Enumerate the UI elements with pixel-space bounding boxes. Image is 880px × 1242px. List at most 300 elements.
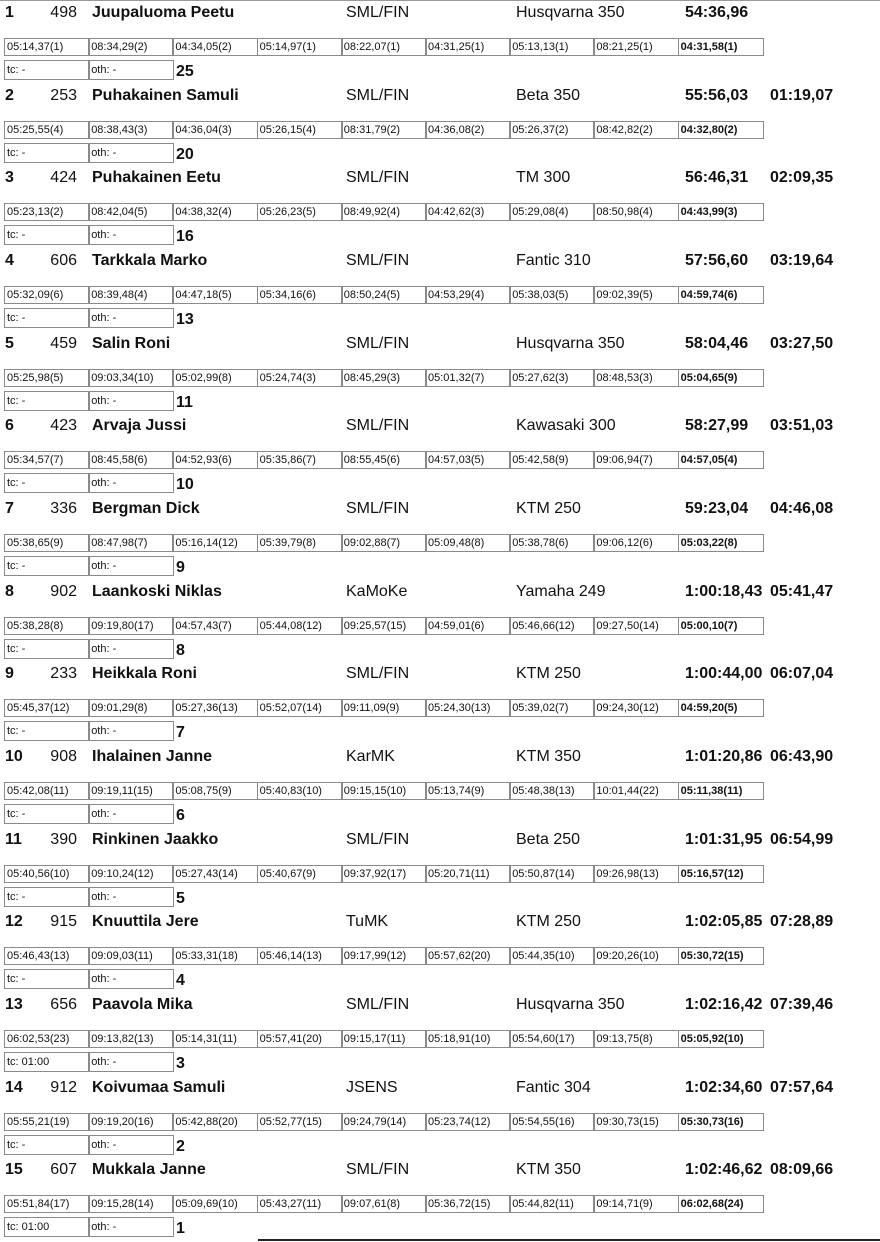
split-box: 05:42,58(9) xyxy=(509,451,595,469)
start-number: 498 xyxy=(50,4,77,21)
time-difference: 06:07,04 xyxy=(770,665,834,683)
split-box: 05:23,74(12) xyxy=(425,1113,511,1131)
other-penalty: oth: - xyxy=(88,887,174,907)
rider-name: Koivumaa Samuli xyxy=(92,1078,226,1096)
total-time: 1:02:34,60 xyxy=(685,1078,763,1096)
time-control-penalty: tc: - xyxy=(4,556,90,576)
club: SML/FIN xyxy=(346,995,410,1013)
split-box: 04:36,04(3) xyxy=(172,121,258,139)
points: 25 xyxy=(176,63,194,80)
best-split-box: 05:11,38(11) xyxy=(678,782,764,800)
best-split-box: 04:59,74(6) xyxy=(678,286,764,304)
rider-row xyxy=(0,165,880,248)
split-box: 05:39,02(7) xyxy=(509,699,595,717)
split-box: 05:45,37(12) xyxy=(4,699,90,717)
start-number: 424 xyxy=(50,169,77,187)
split-box: 08:45,58(6) xyxy=(88,451,174,469)
time-difference: 07:28,89 xyxy=(770,913,834,931)
split-box: 05:39,79(8) xyxy=(257,534,343,552)
position: 15 xyxy=(5,1161,23,1179)
best-split-box: 04:31,58(1) xyxy=(678,38,764,56)
rider-name: Heikkala Roni xyxy=(92,665,197,683)
other-penalty: oth: - xyxy=(88,556,174,576)
split-box: 05:54,55(16) xyxy=(509,1113,595,1131)
split-box: 05:27,62(3) xyxy=(509,369,595,387)
best-split-box: 05:00,10(7) xyxy=(678,617,764,635)
time-control-penalty: tc: 01:00 xyxy=(4,1052,90,1072)
time-difference: 06:43,90 xyxy=(770,747,834,765)
rider-row xyxy=(0,579,880,662)
split-box: 08:42,04(5) xyxy=(88,203,174,221)
split-box: 04:52,93(6) xyxy=(172,451,258,469)
position: 11 xyxy=(5,830,22,848)
club: SML/FIN xyxy=(346,1161,410,1179)
split-box: 05:23,13(2) xyxy=(4,203,90,221)
split-box: 05:34,57(7) xyxy=(4,451,90,469)
points: 3 xyxy=(176,1054,185,1072)
time-difference: 08:09,66 xyxy=(770,1161,834,1179)
split-box: 08:47,98(7) xyxy=(88,534,174,552)
start-number: 390 xyxy=(50,830,77,848)
rider-summary xyxy=(0,661,880,687)
position: 13 xyxy=(5,995,23,1013)
total-time: 58:04,46 xyxy=(685,334,749,352)
split-box: 04:47,18(5) xyxy=(172,286,258,304)
points: 13 xyxy=(176,310,194,328)
total-time: 58:27,99 xyxy=(685,417,749,435)
club: SML/FIN xyxy=(346,169,410,187)
other-penalty: oth: - xyxy=(88,969,174,989)
time-control-penalty: tc: - xyxy=(4,721,90,741)
split-box: 05:52,07(14) xyxy=(257,699,343,717)
split-box: 08:45,29(3) xyxy=(341,369,427,387)
motorcycle: KTM 250 xyxy=(516,913,581,931)
other-penalty: oth: - xyxy=(88,473,174,493)
split-box: 09:06,94(7) xyxy=(593,451,679,469)
other-penalty: oth: - xyxy=(88,804,174,824)
position: 14 xyxy=(5,1078,23,1096)
split-box: 05:25,98(5) xyxy=(4,369,90,387)
rider-summary xyxy=(0,165,880,191)
motorcycle: Beta 350 xyxy=(516,86,581,104)
motorcycle: TM 300 xyxy=(516,169,571,187)
split-box: 08:34,29(2) xyxy=(88,38,174,56)
rider-row xyxy=(0,413,880,496)
rider-name: Puhakainen Samuli xyxy=(92,86,239,104)
split-box: 05:42,08(11) xyxy=(4,782,90,800)
other-penalty: oth: - xyxy=(88,225,174,245)
points: 10 xyxy=(176,476,194,494)
time-difference: 07:57,64 xyxy=(770,1078,834,1096)
split-box: 05:26,37(2) xyxy=(509,121,595,139)
motorcycle: Husqvarna 350 xyxy=(516,334,625,352)
split-box: 04:38,32(4) xyxy=(172,203,258,221)
other-penalty: oth: - xyxy=(88,1135,174,1155)
split-box: 05:25,55(4) xyxy=(4,121,90,139)
club: JSENS xyxy=(346,1078,398,1096)
rider-row xyxy=(0,827,880,910)
split-box: 09:10,24(12) xyxy=(88,865,174,883)
other-penalty: oth: - xyxy=(88,143,174,163)
total-time: 1:02:46,62 xyxy=(685,1161,763,1179)
rider-row xyxy=(0,744,880,827)
split-box: 09:11,09(9) xyxy=(341,699,427,717)
split-box: 08:31,79(2) xyxy=(341,121,427,139)
split-box: 05:14,31(11) xyxy=(172,1030,258,1048)
split-box: 05:08,75(9) xyxy=(172,782,258,800)
split-box: 09:19,11(15) xyxy=(88,782,174,800)
position: 12 xyxy=(5,913,23,931)
points: 2 xyxy=(176,1137,185,1155)
split-box: 08:55,45(6) xyxy=(341,451,427,469)
time-control-penalty: tc: - xyxy=(4,391,90,411)
position: 9 xyxy=(5,665,14,683)
split-box: 09:19,20(16) xyxy=(88,1113,174,1131)
position: 8 xyxy=(5,582,14,600)
split-box: 09:13,82(13) xyxy=(88,1030,174,1048)
split-box: 09:37,92(17) xyxy=(341,865,427,883)
split-box: 05:35,86(7) xyxy=(257,451,343,469)
split-box: 08:50,24(5) xyxy=(341,286,427,304)
club: KaMoKe xyxy=(346,582,408,600)
motorcycle: Fantic 304 xyxy=(516,1078,591,1096)
club: SML/FIN xyxy=(346,86,410,104)
time-control-penalty: tc: - xyxy=(4,143,90,163)
points: 16 xyxy=(176,228,194,246)
total-time: 1:01:31,95 xyxy=(685,830,763,848)
time-difference: 01:19,07 xyxy=(770,86,834,104)
split-box: 09:03,34(10) xyxy=(88,369,174,387)
motorcycle: Fantic 310 xyxy=(516,251,591,269)
points: 8 xyxy=(176,641,185,659)
time-control-penalty: tc: - xyxy=(4,473,90,493)
split-box: 05:55,21(19) xyxy=(4,1113,90,1131)
rider-name: Bergman Dick xyxy=(92,499,200,517)
split-box: 08:48,53(3) xyxy=(593,369,679,387)
points: 7 xyxy=(176,724,185,742)
split-box: 08:49,92(4) xyxy=(341,203,427,221)
split-box: 05:42,88(20) xyxy=(172,1113,258,1131)
split-box: 05:24,30(13) xyxy=(425,699,511,717)
other-penalty: oth: - xyxy=(88,721,174,741)
rider-summary xyxy=(0,331,880,357)
other-penalty: oth: - xyxy=(88,308,174,328)
start-number: 902 xyxy=(50,582,77,600)
best-split-box: 05:30,72(15) xyxy=(678,947,764,965)
start-number: 607 xyxy=(50,1161,77,1179)
split-box: 04:53,29(4) xyxy=(425,286,511,304)
rider-summary xyxy=(0,496,880,522)
rider-row xyxy=(0,331,880,414)
split-box: 09:15,28(14) xyxy=(88,1195,174,1213)
start-number: 915 xyxy=(50,913,77,931)
split-box: 05:20,71(11) xyxy=(425,865,511,883)
split-box: 09:14,71(9) xyxy=(593,1195,679,1213)
rider-summary xyxy=(0,413,880,439)
best-split-box: 04:59,20(5) xyxy=(678,699,764,717)
split-box: 05:32,09(6) xyxy=(4,286,90,304)
time-control-penalty: tc: - xyxy=(4,308,90,328)
split-box: 09:24,30(12) xyxy=(593,699,679,717)
split-box: 05:18,91(10) xyxy=(425,1030,511,1048)
best-split-box: 04:32,80(2) xyxy=(678,121,764,139)
motorcycle: Kawasaki 300 xyxy=(516,417,616,435)
split-box: 05:48,38(13) xyxy=(509,782,595,800)
split-box: 05:57,62(20) xyxy=(425,947,511,965)
split-box: 05:26,15(4) xyxy=(257,121,343,139)
total-time: 1:00:18,43 xyxy=(685,582,763,600)
club: KarMK xyxy=(346,747,395,765)
split-box: 05:44,08(12) xyxy=(257,617,343,635)
rider-summary xyxy=(0,992,880,1018)
split-box: 05:01,32(7) xyxy=(425,369,511,387)
points: 9 xyxy=(176,558,185,576)
points: 20 xyxy=(176,145,194,163)
split-box: 09:25,57(15) xyxy=(341,617,427,635)
split-box: 05:33,31(18) xyxy=(172,947,258,965)
time-control-penalty: tc: 01:00 xyxy=(4,1217,90,1237)
rider-name: Tarkkala Marko xyxy=(92,251,208,269)
time-control-penalty: tc: - xyxy=(4,887,90,907)
motorcycle: Husqvarna 350 xyxy=(516,4,625,21)
split-box: 05:26,23(5) xyxy=(257,203,343,221)
start-number: 423 xyxy=(50,417,77,435)
total-time: 1:02:05,85 xyxy=(685,913,763,931)
time-difference: 03:19,64 xyxy=(770,251,834,269)
rider-row xyxy=(0,248,880,331)
split-box: 05:24,74(3) xyxy=(257,369,343,387)
rider-summary xyxy=(0,0,880,26)
club: SML/FIN xyxy=(346,4,410,21)
time-control-penalty: tc: - xyxy=(4,639,90,659)
total-time: 56:46,31 xyxy=(685,169,749,187)
club: SML/FIN xyxy=(346,830,410,848)
split-box: 05:40,67(9) xyxy=(257,865,343,883)
best-split-box: 04:57,05(4) xyxy=(678,451,764,469)
split-box: 05:40,83(10) xyxy=(257,782,343,800)
split-box: 05:13,13(1) xyxy=(509,38,595,56)
rider-name: Knuuttila Jere xyxy=(92,913,199,931)
start-number: 606 xyxy=(50,251,77,269)
rider-summary xyxy=(0,579,880,605)
time-difference: 04:46,08 xyxy=(770,499,834,517)
start-number: 656 xyxy=(50,995,77,1013)
start-number: 253 xyxy=(50,86,77,104)
club: SML/FIN xyxy=(346,499,410,517)
best-split-box: 05:16,57(12) xyxy=(678,865,764,883)
points: 6 xyxy=(176,806,185,824)
time-control-penalty: tc: - xyxy=(4,225,90,245)
time-difference: 06:54,99 xyxy=(770,830,834,848)
split-box: 06:02,53(23) xyxy=(4,1030,90,1048)
position: 1 xyxy=(5,4,14,21)
rider-row xyxy=(0,1075,880,1158)
split-box: 05:38,03(5) xyxy=(509,286,595,304)
split-box: 09:02,39(5) xyxy=(593,286,679,304)
time-difference: 03:27,50 xyxy=(770,334,834,352)
split-box: 04:42,62(3) xyxy=(425,203,511,221)
split-box: 05:46,14(13) xyxy=(257,947,343,965)
split-box: 05:14,37(1) xyxy=(4,38,90,56)
split-box: 05:09,48(8) xyxy=(425,534,511,552)
split-box: 09:06,12(6) xyxy=(593,534,679,552)
rider-row xyxy=(0,661,880,744)
position: 3 xyxy=(5,169,14,187)
total-time: 55:56,03 xyxy=(685,86,749,104)
position: 6 xyxy=(5,417,14,435)
split-box: 05:44,82(11) xyxy=(509,1195,595,1213)
club: SML/FIN xyxy=(346,334,410,352)
motorcycle: KTM 350 xyxy=(516,1161,581,1179)
rider-name: Ihalainen Janne xyxy=(92,747,213,765)
time-control-penalty: tc: - xyxy=(4,60,90,80)
split-box: 05:44,35(10) xyxy=(509,947,595,965)
motorcycle: KTM 250 xyxy=(516,499,581,517)
rider-row xyxy=(0,496,880,579)
split-box: 04:34,05(2) xyxy=(172,38,258,56)
best-split-box: 05:03,22(8) xyxy=(678,534,764,552)
time-difference: 05:41,47 xyxy=(770,582,834,600)
total-time: 1:02:16,42 xyxy=(685,995,763,1013)
split-box: 05:38,28(8) xyxy=(4,617,90,635)
rider-name: Rinkinen Jaakko xyxy=(92,830,219,848)
split-box: 09:27,50(14) xyxy=(593,617,679,635)
split-box: 09:02,88(7) xyxy=(341,534,427,552)
best-split-box: 06:02,68(24) xyxy=(678,1195,764,1213)
split-box: 05:13,74(9) xyxy=(425,782,511,800)
motorcycle: KTM 250 xyxy=(516,665,581,683)
split-box: 08:38,43(3) xyxy=(88,121,174,139)
motorcycle: Yamaha 249 xyxy=(516,582,606,600)
split-box: 05:50,87(14) xyxy=(509,865,595,883)
split-box: 04:57,03(5) xyxy=(425,451,511,469)
position: 5 xyxy=(5,334,14,352)
motorcycle: KTM 350 xyxy=(516,747,581,765)
split-box: 05:46,43(13) xyxy=(4,947,90,965)
rider-summary xyxy=(0,744,880,770)
split-box: 05:46,66(12) xyxy=(509,617,595,635)
total-time: 57:56,60 xyxy=(685,251,749,269)
other-penalty: oth: - xyxy=(88,639,174,659)
split-box: 05:16,14(12) xyxy=(172,534,258,552)
best-split-box: 05:05,92(10) xyxy=(678,1030,764,1048)
split-box: 10:01,44(22) xyxy=(593,782,679,800)
total-time: 59:23,04 xyxy=(685,499,749,517)
rider-summary xyxy=(0,1075,880,1101)
start-number: 233 xyxy=(50,665,77,683)
split-box: 08:21,25(1) xyxy=(593,38,679,56)
rider-summary xyxy=(0,1157,880,1183)
best-split-box: 04:43,99(3) xyxy=(678,203,764,221)
split-box: 08:42,82(2) xyxy=(593,121,679,139)
start-number: 908 xyxy=(50,747,77,765)
rider-name: Puhakainen Eetu xyxy=(92,169,221,187)
split-box: 05:29,08(4) xyxy=(509,203,595,221)
split-box: 09:24,79(14) xyxy=(341,1113,427,1131)
split-box: 05:38,78(6) xyxy=(509,534,595,552)
split-box: 04:59,01(6) xyxy=(425,617,511,635)
total-time: 1:00:44,00 xyxy=(685,665,763,683)
split-box: 08:22,07(1) xyxy=(341,38,427,56)
split-box: 05:52,77(15) xyxy=(257,1113,343,1131)
other-penalty: oth: - xyxy=(88,391,174,411)
split-box: 04:57,43(7) xyxy=(172,617,258,635)
position: 2 xyxy=(5,86,14,104)
split-box: 09:17,99(12) xyxy=(341,947,427,965)
club: TuMK xyxy=(346,913,389,931)
split-box: 09:07,61(8) xyxy=(341,1195,427,1213)
rider-summary xyxy=(0,909,880,935)
start-number: 336 xyxy=(50,499,77,517)
position: 4 xyxy=(5,251,14,269)
total-time: 1:01:20,86 xyxy=(685,747,763,765)
bottom-divider xyxy=(258,1239,880,1241)
split-box: 09:26,98(13) xyxy=(593,865,679,883)
split-box: 08:50,98(4) xyxy=(593,203,679,221)
split-box: 05:27,43(14) xyxy=(172,865,258,883)
points: 11 xyxy=(176,393,193,411)
rider-row xyxy=(0,992,880,1075)
best-split-box: 05:04,65(9) xyxy=(678,369,764,387)
split-box: 09:09,03(11) xyxy=(88,947,174,965)
rider-row xyxy=(0,909,880,992)
position: 7 xyxy=(5,499,14,517)
split-box: 04:36,08(2) xyxy=(425,121,511,139)
rider-name: Paavola Mika xyxy=(92,995,193,1013)
rider-row xyxy=(0,0,880,83)
other-penalty: oth: - xyxy=(88,1217,174,1237)
split-box: 05:27,36(13) xyxy=(172,699,258,717)
other-penalty: oth: - xyxy=(88,1052,174,1072)
rider-name: Juupaluoma Peetu xyxy=(92,4,235,21)
start-number: 459 xyxy=(50,334,77,352)
start-number: 912 xyxy=(50,1078,77,1096)
split-box: 09:01,29(8) xyxy=(88,699,174,717)
split-box: 05:34,16(6) xyxy=(257,286,343,304)
club: SML/FIN xyxy=(346,251,410,269)
best-split-box: 05:30,73(16) xyxy=(678,1113,764,1131)
split-box: 08:39,48(4) xyxy=(88,286,174,304)
motorcycle: Husqvarna 350 xyxy=(516,995,625,1013)
total-time: 54:36,96 xyxy=(685,4,749,21)
time-control-penalty: tc: - xyxy=(4,969,90,989)
points: 4 xyxy=(176,972,185,990)
time-control-penalty: tc: - xyxy=(4,1135,90,1155)
split-box: 05:57,41(20) xyxy=(257,1030,343,1048)
rider-row xyxy=(0,83,880,166)
split-box: 09:20,26(10) xyxy=(593,947,679,965)
time-control-penalty: tc: - xyxy=(4,804,90,824)
time-difference: 07:39,46 xyxy=(770,995,834,1013)
split-box: 09:19,80(17) xyxy=(88,617,174,635)
split-box: 05:43,27(11) xyxy=(257,1195,343,1213)
split-box: 05:09,69(10) xyxy=(172,1195,258,1213)
club: SML/FIN xyxy=(346,665,410,683)
split-box: 04:31,25(1) xyxy=(425,38,511,56)
split-box: 05:02,99(8) xyxy=(172,369,258,387)
rider-summary xyxy=(0,827,880,853)
split-box: 09:15,17(11) xyxy=(341,1030,427,1048)
club: SML/FIN xyxy=(346,417,410,435)
split-box: 05:40,56(10) xyxy=(4,865,90,883)
rider-name: Arvaja Jussi xyxy=(92,417,187,435)
split-box: 05:36,72(15) xyxy=(425,1195,511,1213)
split-box: 09:30,73(15) xyxy=(593,1113,679,1131)
split-box: 05:38,65(9) xyxy=(4,534,90,552)
points: 1 xyxy=(176,1220,185,1238)
position: 10 xyxy=(5,747,23,765)
split-box: 05:14,97(1) xyxy=(257,38,343,56)
